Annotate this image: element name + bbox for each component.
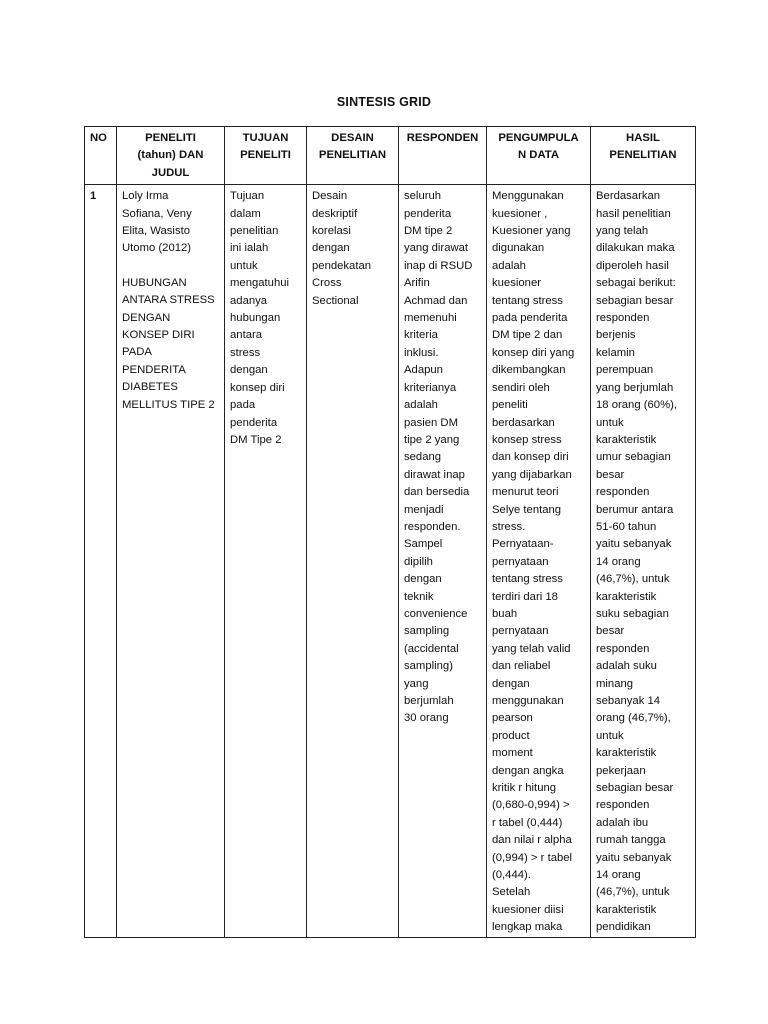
header-desain: DESAIN PENELITIAN	[307, 127, 399, 185]
document-title: SINTESIS GRID	[336, 95, 432, 109]
table-header-row	[85, 127, 696, 185]
header-pengumpulan: PENGUMPULA N DATA	[487, 127, 591, 185]
header-tujuan: TUJUAN PENELITI	[225, 127, 307, 185]
cell-desain: Desain deskriptif korelasi dengan pendekatan Cross Sectional	[307, 185, 399, 937]
cell-peneliti	[117, 185, 225, 937]
cell-responden: seluruh penderita DM tipe 2 yang dirawat inap di RSUD Arifin Achmad dan memenuhi kriteria inklusi. Adapun kriterianya adalah pasien DM tipe 2 yang sedang dirawat inap dan bersedia menjadi responden. Sampel dipilih dengan teknik convenience sampling (accidental sampling) yang berjumlah 30 orang	[399, 185, 487, 937]
header-responden: RESPONDEN	[399, 127, 487, 185]
header-hasil: HASIL PENELITIAN	[591, 127, 696, 185]
cell-hasil: Berdasarkan hasil penelitian yang telah dilakukan maka diperoleh hasil sebagai berikut: sebagian besar responden berjenis kelamin perempuan yang berjumlah 18 orang (60%), untuk karakteristik umur sebagian besar responden berumur antara 51-60 tahun yaitu sebanyak 14 orang (46,7%), untuk karakteristik suku sebagian besar responden adalah suku minang sebanyak 14 orang (46,7%), untuk karakteristik pekerjaan sebagian besar responden adalah ibu rumah tangga yaitu sebanyak 14 orang (46,7%), untuk karakteristik pendidikan	[591, 185, 696, 937]
header-no: NO	[85, 127, 117, 185]
study-title: HUBUNGAN ANTARA STRESS DENGAN KONSEP DIRI PADA PENDERITA DIABETES MELLITUS TIPE 2	[122, 276, 215, 411]
researcher-names: Loly Irma Sofiana, Veny Elita, Wasisto Utomo (2012)	[122, 190, 192, 255]
cell-pengumpulan: Menggunakan kuesioner , Kuesioner yang digunakan adalah kuesioner tentang stress pada penderita DM tipe 2 dan konsep diri yang dikembangkan sendiri oleh peneliti berdasarkan konsep stress dan konsep diri yang dijabarkan menurut teori Selye tentang stress. Pernyataan- pernyataan tentang stress terdiri dari 18 buah pernyataan yang telah valid dan reliabel dengan menggunakan pearson product moment dengan angka kritik r hitung (0,680-0,994) > r tabel (0,444) dan nilai r alpha (0,994) > r tabel (0,444). Setelah kuesioner diisi lengkap maka	[487, 185, 591, 937]
header-peneliti: PENELITI (tahun) DAN JUDUL	[117, 127, 225, 185]
table-row	[85, 185, 696, 937]
row-number: 1	[85, 185, 117, 937]
synthesis-grid-table	[84, 126, 696, 938]
cell-tujuan: Tujuan dalam penelitian ini ialah untuk mengatuhui adanya hubungan antara stress dengan konsep diri pada penderita DM Tipe 2	[225, 185, 307, 937]
